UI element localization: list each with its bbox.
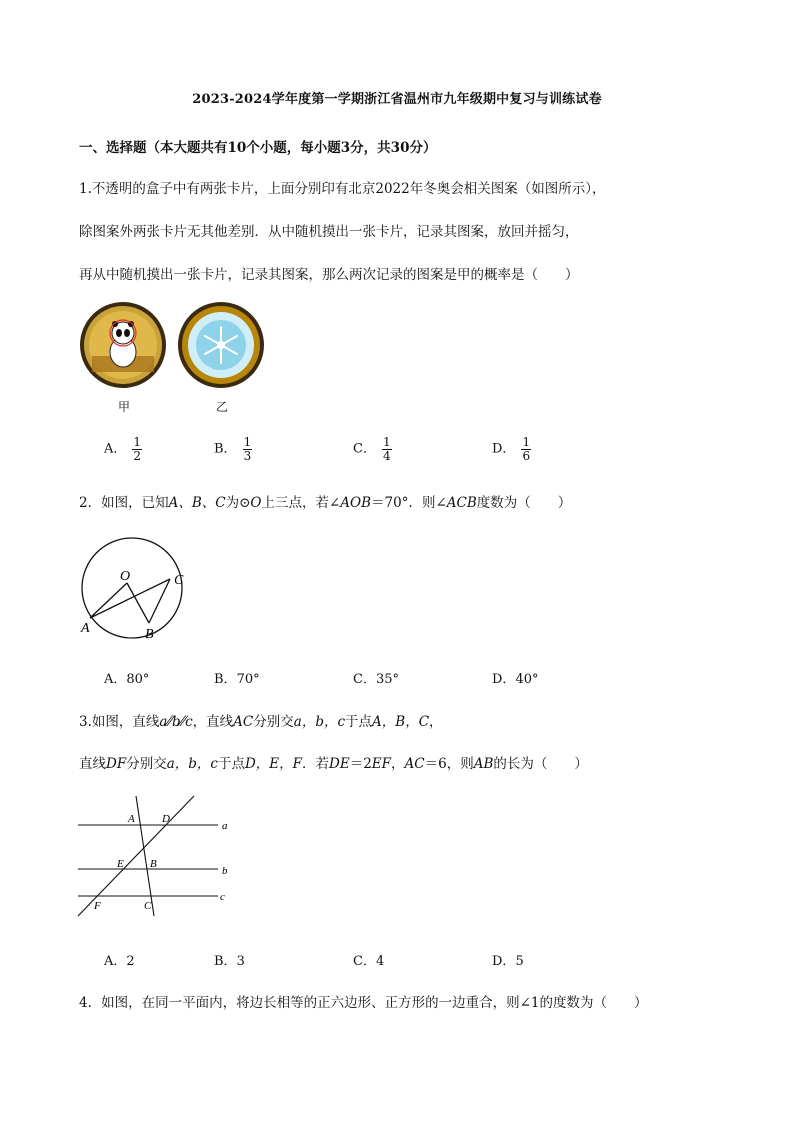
q1-option-d[interactable]: D． $\frac{1}{6}$: [492, 435, 531, 463]
q3-line-1: 3.如图，直线a⁄⁄b⁄⁄c，直线AC分别交a，b，c于点A，B，C，: [79, 714, 443, 730]
label-b-point: B: [150, 858, 157, 870]
page-title: 2023-2024学年度第一学期浙江省温州市九年级期中复习与训练试卷: [192, 92, 602, 107]
q3-option-b[interactable]: B．3: [214, 954, 245, 969]
label-a-point: A: [128, 813, 135, 825]
q3-option-d[interactable]: D．5: [492, 954, 524, 969]
q2-option-c[interactable]: C．35°: [353, 672, 399, 687]
q1-option-b[interactable]: B． $\frac{1}{3}$: [214, 435, 252, 463]
label-b: B: [145, 627, 154, 642]
q3-option-c[interactable]: C．4: [353, 954, 385, 969]
q3-line-2: 直线DF分别交a，b，c于点D，E，F．若DE＝2EF，AC＝6，则AB的长为（ ）: [79, 756, 588, 772]
label-e-point: E: [117, 858, 124, 870]
q3-parallel-lines-figure: [72, 792, 242, 922]
q1-line-2: 除图案外两张卡片无其他差别．从中随机摸出一张卡片，记录其图案，放回并摇匀，: [79, 224, 579, 240]
label-a: A: [81, 621, 90, 636]
card-right-caption: 乙: [216, 400, 229, 414]
label-c: C: [174, 573, 184, 588]
q3-option-a[interactable]: A．2: [104, 954, 135, 969]
q4-text: 4．如图，在同一平面内，将边长相等的正六边形、正方形的一边重合，则∠1的度数为（ ）: [79, 995, 648, 1011]
q1-option-c[interactable]: C． $\frac{1}{4}$: [353, 435, 391, 463]
card-left-caption: 甲: [118, 400, 131, 414]
label-line-b: b: [222, 865, 228, 877]
fraction: $\frac{1}{4}$: [382, 435, 391, 463]
q2-text: 2．如图，已知A、B、C为⊙O上三点，若∠AOB＝70°．则∠ACB度数为（ ）: [79, 495, 572, 511]
fraction: $\frac{1}{6}$: [522, 435, 531, 463]
label-c-point: C: [144, 900, 152, 912]
q2-option-a[interactable]: A．80°: [104, 672, 150, 687]
snowflake-medal-icon: [178, 302, 264, 388]
fraction: $\frac{1}{3}$: [243, 435, 252, 463]
label-d-point: D: [162, 813, 170, 825]
q2-circle-figure: [72, 536, 202, 646]
q1-option-a[interactable]: A． $\frac{1}{2}$: [104, 435, 142, 463]
q2-option-d[interactable]: D．40°: [492, 672, 539, 687]
label-line-c: c: [220, 891, 225, 903]
fraction: $\frac{1}{2}$: [133, 435, 142, 463]
q1-line-3: 再从中随机摸出一张卡片，记录其图案，那么两次记录的图案是甲的概率是（ ）: [79, 267, 579, 283]
section-heading: 一、选择题（本大题共有10个小题，每小题3分，共30分）: [79, 140, 437, 156]
q1-line-1: 1.不透明的盒子中有两张卡片，上面分别印有北京2022年冬奥会相关图案（如图所示），: [79, 181, 606, 197]
q2-option-b[interactable]: B．70°: [214, 672, 260, 687]
label-o: O: [120, 569, 131, 584]
label-f-point: F: [94, 900, 101, 912]
q1-cards-figure: [78, 300, 268, 390]
panda-mascot-medal-icon: [80, 302, 166, 388]
label-line-a: a: [222, 820, 228, 832]
